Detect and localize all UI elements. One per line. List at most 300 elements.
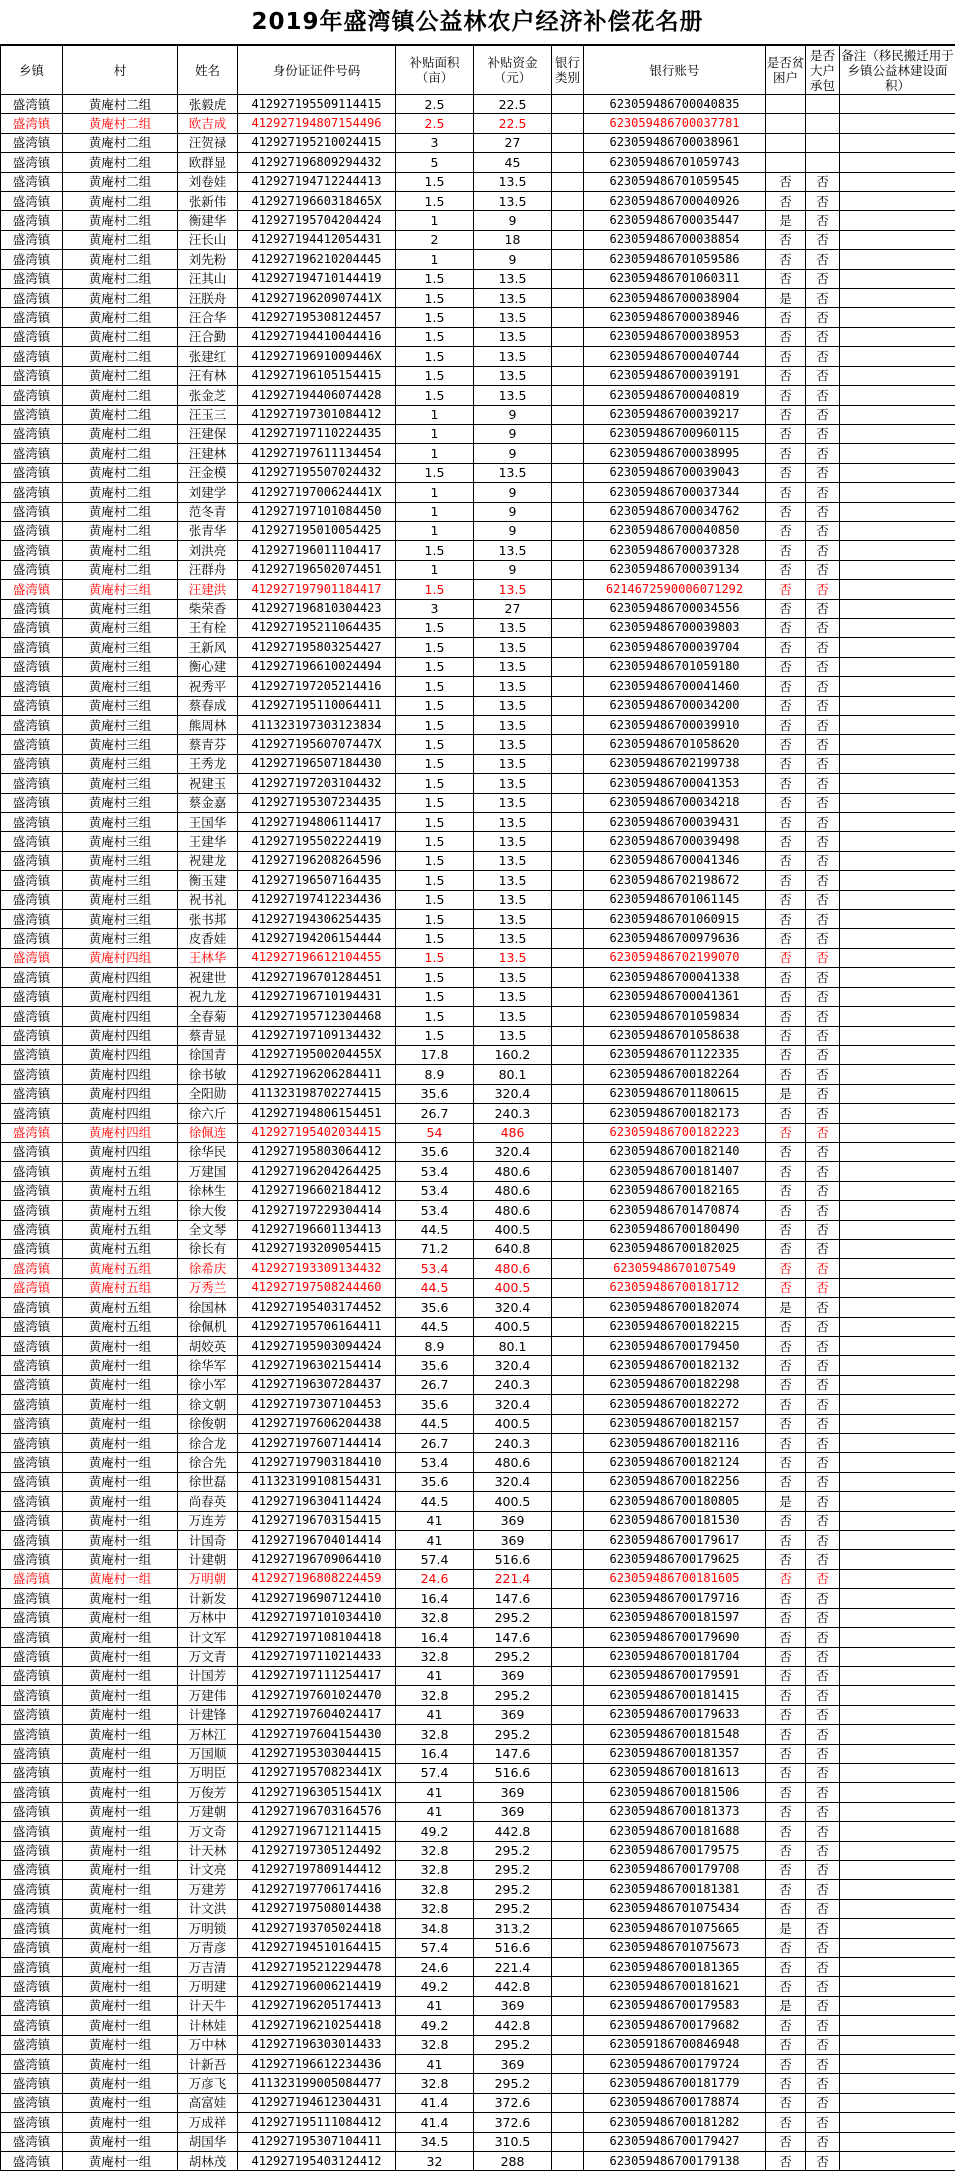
bank-cell (552, 560, 584, 579)
amount-cell: 295.2 (474, 1725, 552, 1744)
village-cell: 黄庵村一组 (63, 1860, 178, 1879)
village-cell: 黄庵村三组 (63, 890, 178, 909)
poor-cell: 否 (766, 250, 806, 269)
name-cell: 王秀龙 (178, 754, 238, 773)
poor-cell: 否 (766, 1453, 806, 1472)
id-cell: 412927197809144412 (238, 1860, 396, 1879)
amount-cell: 486 (474, 1123, 552, 1142)
account-cell: 623059486700182157 (584, 1414, 766, 1433)
id-cell: 412927197901184417 (238, 580, 396, 599)
id-cell: 412927195704204424 (238, 211, 396, 230)
town-cell: 盛湾镇 (1, 1492, 63, 1511)
town-cell: 盛湾镇 (1, 1337, 63, 1356)
amount-cell: 13.5 (474, 172, 552, 191)
table-row (1, 1608, 955, 1627)
poor-cell: 否 (766, 521, 806, 540)
note-cell (840, 172, 955, 191)
name-cell: 徐俊朝 (178, 1414, 238, 1433)
name-cell: 王国华 (178, 813, 238, 832)
poor-cell: 否 (766, 1181, 806, 1200)
bank-cell (552, 2074, 584, 2093)
area-cell: 41.4 (396, 2113, 474, 2132)
table-row (1, 618, 955, 637)
village-cell: 黄庵村一组 (63, 1763, 178, 1782)
amount-cell: 295.2 (474, 2074, 552, 2093)
poor-cell: 否 (766, 1686, 806, 1705)
village-cell: 黄庵村一组 (63, 2113, 178, 2132)
village-cell: 黄庵村一组 (63, 1337, 178, 1356)
large-cell: 否 (806, 1181, 840, 1200)
area-cell: 1.5 (396, 366, 474, 385)
bank-cell (552, 1608, 584, 1627)
village-cell: 黄庵村二组 (63, 172, 178, 191)
id-cell: 412927195706164411 (238, 1317, 396, 1336)
large-cell: 否 (806, 1725, 840, 1744)
large-cell: 否 (806, 1492, 840, 1511)
name-cell: 汪有林 (178, 366, 238, 385)
town-cell: 盛湾镇 (1, 1938, 63, 1957)
poor-cell: 否 (766, 968, 806, 987)
id-cell: 412927196709064410 (238, 1550, 396, 1569)
town-cell: 盛湾镇 (1, 424, 63, 443)
amount-cell: 400.5 (474, 1317, 552, 1336)
poor-cell (766, 95, 806, 114)
amount-cell: 13.5 (474, 813, 552, 832)
note-cell (840, 793, 955, 812)
header-col-area: 补贴面积（亩） (396, 46, 474, 95)
town-cell: 盛湾镇 (1, 793, 63, 812)
area-cell: 32.8 (396, 1725, 474, 1744)
account-cell: 623059486700041338 (584, 968, 766, 987)
large-cell (806, 95, 840, 114)
area-cell: 53.4 (396, 1162, 474, 1181)
table-row (1, 1298, 955, 1317)
town-cell: 盛湾镇 (1, 1162, 63, 1181)
town-cell: 盛湾镇 (1, 1977, 63, 1996)
village-cell: 黄庵村二组 (63, 269, 178, 288)
name-cell: 祝书礼 (178, 890, 238, 909)
amount-cell: 9 (474, 444, 552, 463)
village-cell: 黄庵村四组 (63, 1084, 178, 1103)
note-cell (840, 2113, 955, 2132)
poor-cell: 否 (766, 1259, 806, 1278)
poor-cell: 否 (766, 1472, 806, 1491)
large-cell: 否 (806, 1531, 840, 1550)
name-cell: 汪合华 (178, 308, 238, 327)
note-cell (840, 1919, 955, 1938)
amount-cell: 369 (474, 1783, 552, 1802)
table-row (1, 386, 955, 405)
village-cell: 黄庵村一组 (63, 1531, 178, 1550)
area-cell: 1.5 (396, 347, 474, 366)
village-cell: 黄庵村二组 (63, 192, 178, 211)
note-cell (840, 851, 955, 870)
document-title: 2019年盛湾镇公益林农户经济补偿花名册 (0, 0, 955, 45)
town-cell: 盛湾镇 (1, 289, 63, 308)
bank-cell (552, 521, 584, 540)
bank-cell (552, 618, 584, 637)
amount-cell: 13.5 (474, 327, 552, 346)
amount-cell: 13.5 (474, 269, 552, 288)
village-cell: 黄庵村四组 (63, 1142, 178, 1161)
amount-cell: 22.5 (474, 114, 552, 133)
town-cell: 盛湾镇 (1, 192, 63, 211)
large-cell: 否 (806, 910, 840, 929)
id-cell: 412927196601134413 (238, 1220, 396, 1239)
bank-cell (552, 871, 584, 890)
amount-cell: 13.5 (474, 754, 552, 773)
account-cell: 623059486700038953 (584, 327, 766, 346)
village-cell: 黄庵村二组 (63, 502, 178, 521)
town-cell: 盛湾镇 (1, 250, 63, 269)
area-cell: 32.8 (396, 1608, 474, 1627)
account-cell: 623059486700038995 (584, 444, 766, 463)
id-cell: 412927195403124412 (238, 2152, 396, 2171)
town-cell: 盛湾镇 (1, 2093, 63, 2112)
area-cell: 1.5 (396, 618, 474, 637)
id-cell: 412927195210024415 (238, 133, 396, 152)
area-cell: 41 (396, 1531, 474, 1550)
large-cell: 否 (806, 1589, 840, 1608)
bank-cell (552, 1434, 584, 1453)
id-cell: 412927197101084450 (238, 502, 396, 521)
town-cell: 盛湾镇 (1, 1356, 63, 1375)
name-cell: 计林娃 (178, 2016, 238, 2035)
id-cell: 412927195308124457 (238, 308, 396, 327)
name-cell: 计文亮 (178, 1860, 238, 1879)
table-row (1, 327, 955, 346)
table-row (1, 1666, 955, 1685)
amount-cell: 13.5 (474, 793, 552, 812)
id-cell: 411323198702274415 (238, 1084, 396, 1103)
account-cell: 623059486700182124 (584, 1453, 766, 1472)
table-row (1, 774, 955, 793)
poor-cell: 否 (766, 2055, 806, 2074)
town-cell: 盛湾镇 (1, 1666, 63, 1685)
note-cell (840, 1628, 955, 1647)
name-cell: 万彦飞 (178, 2074, 238, 2093)
account-cell: 623059486700038961 (584, 133, 766, 152)
bank-cell (552, 1142, 584, 1161)
village-cell: 黄庵村三组 (63, 716, 178, 735)
amount-cell: 320.4 (474, 1298, 552, 1317)
name-cell: 万建伟 (178, 1686, 238, 1705)
id-cell: 412927195509114415 (238, 95, 396, 114)
bank-cell (552, 599, 584, 618)
area-cell: 35.6 (396, 1084, 474, 1103)
large-cell: 否 (806, 735, 840, 754)
name-cell: 徐佩机 (178, 1317, 238, 1336)
account-cell: 623059486700037328 (584, 541, 766, 560)
bank-cell (552, 1472, 584, 1491)
name-cell: 万林中 (178, 1608, 238, 1627)
amount-cell: 147.6 (474, 1628, 552, 1647)
id-cell: 412927193705024418 (238, 1919, 396, 1938)
large-cell (806, 153, 840, 172)
bank-cell (552, 1337, 584, 1356)
name-cell: 刘建学 (178, 483, 238, 502)
town-cell: 盛湾镇 (1, 1104, 63, 1123)
name-cell: 汪群舟 (178, 560, 238, 579)
id-cell: 412927197508014438 (238, 1899, 396, 1918)
poor-cell: 是 (766, 1298, 806, 1317)
large-cell: 否 (806, 813, 840, 832)
large-cell: 否 (806, 968, 840, 987)
village-cell: 黄庵村一组 (63, 1841, 178, 1860)
town-cell: 盛湾镇 (1, 153, 63, 172)
area-cell: 35.6 (396, 1356, 474, 1375)
amount-cell: 442.8 (474, 1977, 552, 1996)
amount-cell: 295.2 (474, 1647, 552, 1666)
area-cell: 53.4 (396, 1181, 474, 1200)
bank-cell (552, 405, 584, 424)
village-cell: 黄庵村三组 (63, 832, 178, 851)
id-cell: 412927196710194431 (238, 987, 396, 1006)
town-cell: 盛湾镇 (1, 444, 63, 463)
bank-cell (552, 386, 584, 405)
bank-cell (552, 1453, 584, 1472)
table-row (1, 2152, 955, 2171)
bank-cell (552, 541, 584, 560)
account-cell: 623059486701059180 (584, 657, 766, 676)
table-row (1, 1725, 955, 1744)
amount-cell: 295.2 (474, 1686, 552, 1705)
account-cell: 623059486701058620 (584, 735, 766, 754)
bank-cell (552, 1666, 584, 1685)
large-cell: 否 (806, 250, 840, 269)
village-cell: 黄庵村一组 (63, 1666, 178, 1685)
large-cell: 否 (806, 2152, 840, 2171)
id-cell: 412927197110214433 (238, 1647, 396, 1666)
id-cell: 412927197109134432 (238, 1026, 396, 1045)
table-row (1, 1647, 955, 1666)
area-cell: 1.5 (396, 851, 474, 870)
amount-cell: 221.4 (474, 1569, 552, 1588)
amount-cell: 400.5 (474, 1220, 552, 1239)
poor-cell: 否 (766, 386, 806, 405)
account-cell: 623059486700181373 (584, 1802, 766, 1821)
area-cell: 35.6 (396, 1298, 474, 1317)
village-cell: 黄庵村二组 (63, 230, 178, 249)
name-cell: 衡玉建 (178, 871, 238, 890)
account-cell: 623059486700034762 (584, 502, 766, 521)
poor-cell: 否 (766, 172, 806, 191)
note-cell (840, 1492, 955, 1511)
bank-cell (552, 929, 584, 948)
account-cell: 623059486700179716 (584, 1589, 766, 1608)
bank-cell (552, 1977, 584, 1996)
village-cell: 黄庵村五组 (63, 1201, 178, 1220)
bank-cell (552, 2113, 584, 2132)
account-cell: 623059486700038946 (584, 308, 766, 327)
table-row (1, 1434, 955, 1453)
id-cell: 412927194406074428 (238, 386, 396, 405)
poor-cell: 否 (766, 1375, 806, 1394)
id-cell: 412927197601024470 (238, 1686, 396, 1705)
bank-cell (552, 1278, 584, 1297)
poor-cell: 否 (766, 929, 806, 948)
account-cell: 623059486700181712 (584, 1278, 766, 1297)
area-cell: 44.5 (396, 1414, 474, 1433)
village-cell: 黄庵村三组 (63, 871, 178, 890)
account-cell: 623059486700040850 (584, 521, 766, 540)
account-cell: 623059486701061145 (584, 890, 766, 909)
id-cell: 412927196810304423 (238, 599, 396, 618)
table-row (1, 172, 955, 191)
amount-cell: 13.5 (474, 580, 552, 599)
poor-cell: 否 (766, 269, 806, 288)
note-cell (840, 1744, 955, 1763)
poor-cell: 否 (766, 1201, 806, 1220)
table-body (1, 95, 955, 2171)
bank-cell (552, 1375, 584, 1394)
poor-cell: 否 (766, 1705, 806, 1724)
area-cell: 1.5 (396, 968, 474, 987)
bank-cell (552, 696, 584, 715)
poor-cell: 否 (766, 483, 806, 502)
large-cell: 否 (806, 405, 840, 424)
name-cell: 徐小军 (178, 1375, 238, 1394)
amount-cell: 13.5 (474, 618, 552, 637)
area-cell: 41 (396, 1996, 474, 2015)
village-cell: 黄庵村二组 (63, 250, 178, 269)
large-cell: 否 (806, 1860, 840, 1879)
large-cell: 否 (806, 2055, 840, 2074)
poor-cell: 否 (766, 1647, 806, 1666)
village-cell: 黄庵村四组 (63, 1104, 178, 1123)
name-cell: 计建朝 (178, 1550, 238, 1569)
area-cell: 1.5 (396, 813, 474, 832)
town-cell: 盛湾镇 (1, 948, 63, 967)
name-cell: 徐世磊 (178, 1472, 238, 1491)
poor-cell: 否 (766, 1356, 806, 1375)
large-cell: 否 (806, 502, 840, 521)
name-cell: 欧群显 (178, 153, 238, 172)
village-cell: 黄庵村五组 (63, 1298, 178, 1317)
table-row (1, 133, 955, 152)
village-cell: 黄庵村二组 (63, 405, 178, 424)
village-cell: 黄庵村五组 (63, 1162, 178, 1181)
village-cell: 黄庵村一组 (63, 2016, 178, 2035)
account-cell: 623059486702199070 (584, 948, 766, 967)
large-cell: 否 (806, 1841, 840, 1860)
village-cell: 黄庵村一组 (63, 1822, 178, 1841)
amount-cell: 369 (474, 1531, 552, 1550)
poor-cell: 否 (766, 1899, 806, 1918)
area-cell: 57.4 (396, 1938, 474, 1957)
village-cell: 黄庵村二组 (63, 347, 178, 366)
village-cell: 黄庵村一组 (63, 1375, 178, 1394)
account-cell: 623059486700182215 (584, 1317, 766, 1336)
table-row (1, 1531, 955, 1550)
poor-cell: 否 (766, 327, 806, 346)
amount-cell: 516.6 (474, 1938, 552, 1957)
area-cell: 1.5 (396, 1007, 474, 1026)
id-cell: 412927196307284437 (238, 1375, 396, 1394)
table-row (1, 2132, 955, 2151)
account-cell: 623059486700179682 (584, 2016, 766, 2035)
name-cell: 汪玉三 (178, 405, 238, 424)
village-cell: 黄庵村三组 (63, 851, 178, 870)
large-cell: 否 (806, 2113, 840, 2132)
village-cell: 黄庵村二组 (63, 327, 178, 346)
header-col-note: 备注（移民搬迁用于乡镇公益林建设面积） (840, 46, 955, 95)
note-cell (840, 1045, 955, 1064)
name-cell: 汪合勤 (178, 327, 238, 346)
id-cell: 412927194412054431 (238, 230, 396, 249)
bank-cell (552, 211, 584, 230)
large-cell: 否 (806, 230, 840, 249)
table-row (1, 211, 955, 230)
bank-cell (552, 1705, 584, 1724)
account-cell: 623059486700040819 (584, 386, 766, 405)
account-cell: 623059486700035447 (584, 211, 766, 230)
bank-cell (552, 1958, 584, 1977)
id-cell: 41292719500204455X (238, 1045, 396, 1064)
poor-cell: 否 (766, 987, 806, 1006)
amount-cell: 13.5 (474, 1007, 552, 1026)
note-cell (840, 1356, 955, 1375)
poor-cell: 否 (766, 1511, 806, 1530)
name-cell: 徐合先 (178, 1453, 238, 1472)
bank-cell (552, 1802, 584, 1821)
town-cell: 盛湾镇 (1, 308, 63, 327)
village-cell: 黄庵村二组 (63, 366, 178, 385)
name-cell: 计国奇 (178, 1531, 238, 1550)
poor-cell: 否 (766, 1045, 806, 1064)
id-cell: 411323199005084477 (238, 2074, 396, 2093)
area-cell: 35.6 (396, 1142, 474, 1161)
large-cell: 否 (806, 929, 840, 948)
note-cell (840, 1162, 955, 1181)
large-cell: 否 (806, 1647, 840, 1666)
large-cell: 否 (806, 1608, 840, 1627)
large-cell: 否 (806, 948, 840, 967)
village-cell: 黄庵村一组 (63, 1414, 178, 1433)
note-cell (840, 521, 955, 540)
table-row (1, 1259, 955, 1278)
table-row (1, 1414, 955, 1433)
town-cell: 盛湾镇 (1, 1084, 63, 1103)
poor-cell: 否 (766, 1958, 806, 1977)
amount-cell: 13.5 (474, 347, 552, 366)
town-cell: 盛湾镇 (1, 1860, 63, 1879)
large-cell: 否 (806, 211, 840, 230)
poor-cell: 否 (766, 1395, 806, 1414)
area-cell: 1.5 (396, 289, 474, 308)
area-cell: 26.7 (396, 1434, 474, 1453)
town-cell: 盛湾镇 (1, 987, 63, 1006)
town-cell: 盛湾镇 (1, 638, 63, 657)
large-cell: 否 (806, 1550, 840, 1569)
account-cell: 623059486700181282 (584, 2113, 766, 2132)
large-cell: 否 (806, 1220, 840, 1239)
bank-cell (552, 1220, 584, 1239)
account-cell: 623059486700179427 (584, 2132, 766, 2151)
bank-cell (552, 95, 584, 114)
large-cell: 否 (806, 851, 840, 870)
bank-cell (552, 308, 584, 327)
amount-cell: 480.6 (474, 1162, 552, 1181)
id-cell: 412927196210254418 (238, 2016, 396, 2035)
amount-cell: 295.2 (474, 1860, 552, 1879)
account-cell: 623059486700181506 (584, 1783, 766, 1802)
bank-cell (552, 289, 584, 308)
id-cell: 412927195307104411 (238, 2132, 396, 2151)
id-cell: 412927195803064412 (238, 1142, 396, 1161)
amount-cell: 240.3 (474, 1104, 552, 1123)
amount-cell: 13.5 (474, 289, 552, 308)
